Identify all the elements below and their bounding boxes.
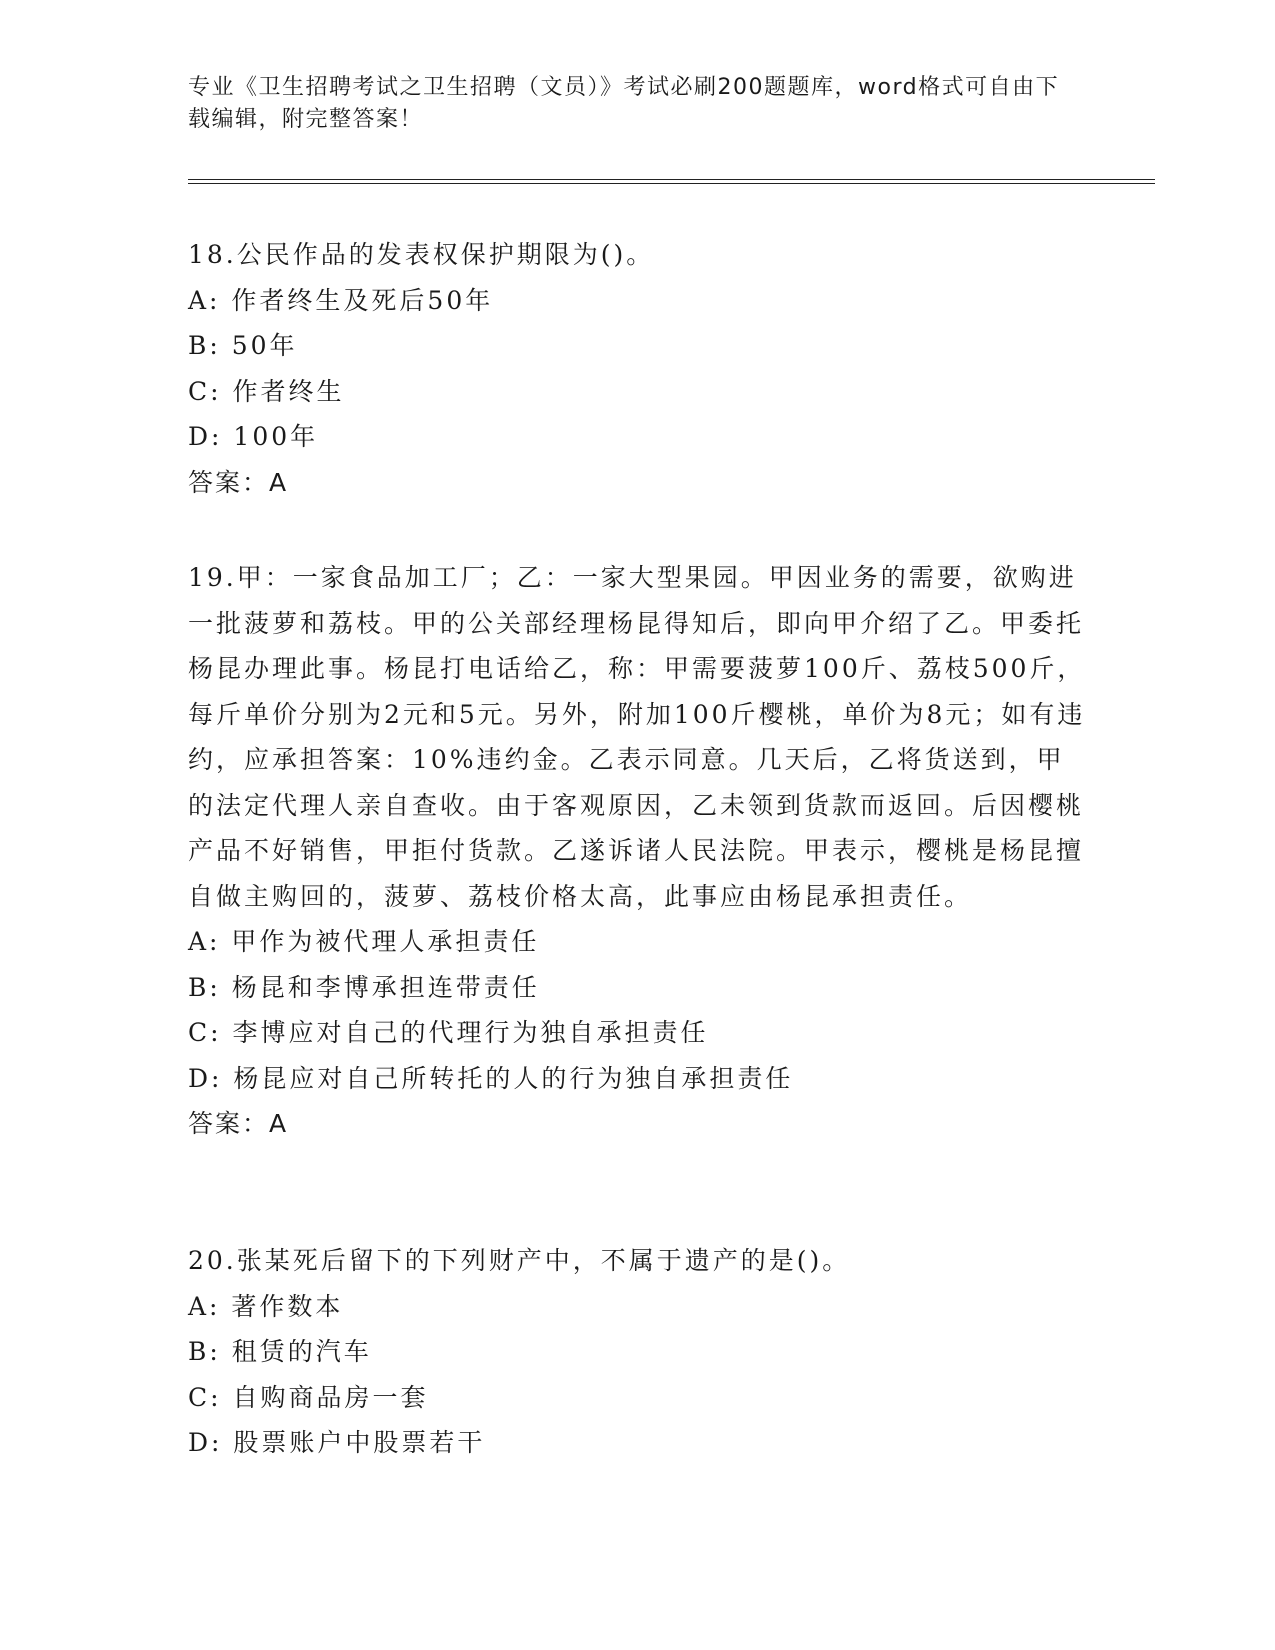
question-20 <box>188 1238 1088 1466</box>
option-c: C: 作者终生 <box>188 376 345 406</box>
option-b: B: 杨昆和李博承担连带责任 <box>188 972 540 1002</box>
option-a: A: 著作数本 <box>188 1291 344 1321</box>
answer: 答案：A <box>188 1109 289 1138</box>
header-divider-top <box>188 179 1155 180</box>
option-c: C: 李博应对自己的代理行为独自承担责任 <box>188 1018 709 1047</box>
option-c: C: 自购商品房一套 <box>188 1382 429 1412</box>
question-stem: 18.公民作品的发表权保护期限为()。 <box>188 240 655 269</box>
option-d: D: 100年 <box>188 422 319 451</box>
answer: 答案：A <box>188 467 289 497</box>
header-divider-bottom <box>188 183 1155 184</box>
option-d: D: 杨昆应对自己所转托的人的行为独自承担责任 <box>188 1063 794 1093</box>
option-b: B: 50年 <box>188 331 298 360</box>
option-d: D: 股票账户中股票若干 <box>188 1428 486 1457</box>
option-b: B: 租赁的汽车 <box>188 1337 372 1366</box>
question-19 <box>188 555 1088 1147</box>
document-header: 专业《卫生招聘考试之卫生招聘（文员）》考试必刷200题题库，word格式可自由下载编辑，附完整答案！ <box>188 75 1060 132</box>
question-stem: 20.张某死后留下的下列财产中，不属于遗产的是()。 <box>188 1246 851 1275</box>
question-stem: 19.甲：一家食品加工厂；乙：一家大型果园。甲因业务的需要，欲购进一批菠萝和荔枝。甲的公关部经理杨昆得知后，即向甲介绍了乙。甲委托杨昆办理此事。杨昆打电话给乙，称：甲需要菠萝100斤、荔枝500斤，每斤单价分别为2元和5元。另外，附加100斤樱桃，单价为8元；如有违约，应承担答案：10%违约金。乙表示同意。几天后，乙将货送到，甲的法定代理人亲自查收。由于客观原因，乙未领到货款而返回。后因樱桃产品不好销售，甲拒付货款。乙遂诉诸人民法院。甲表示，樱桃是杨昆擅自做主购回的，菠萝、荔枝价格太高，此事应由杨昆承担责任。 <box>188 563 1086 911</box>
question-18 <box>188 232 1088 505</box>
option-a: A: 作者终生及死后50年 <box>188 285 494 315</box>
option-a: A: 甲作为被代理人承担责任 <box>188 927 540 956</box>
